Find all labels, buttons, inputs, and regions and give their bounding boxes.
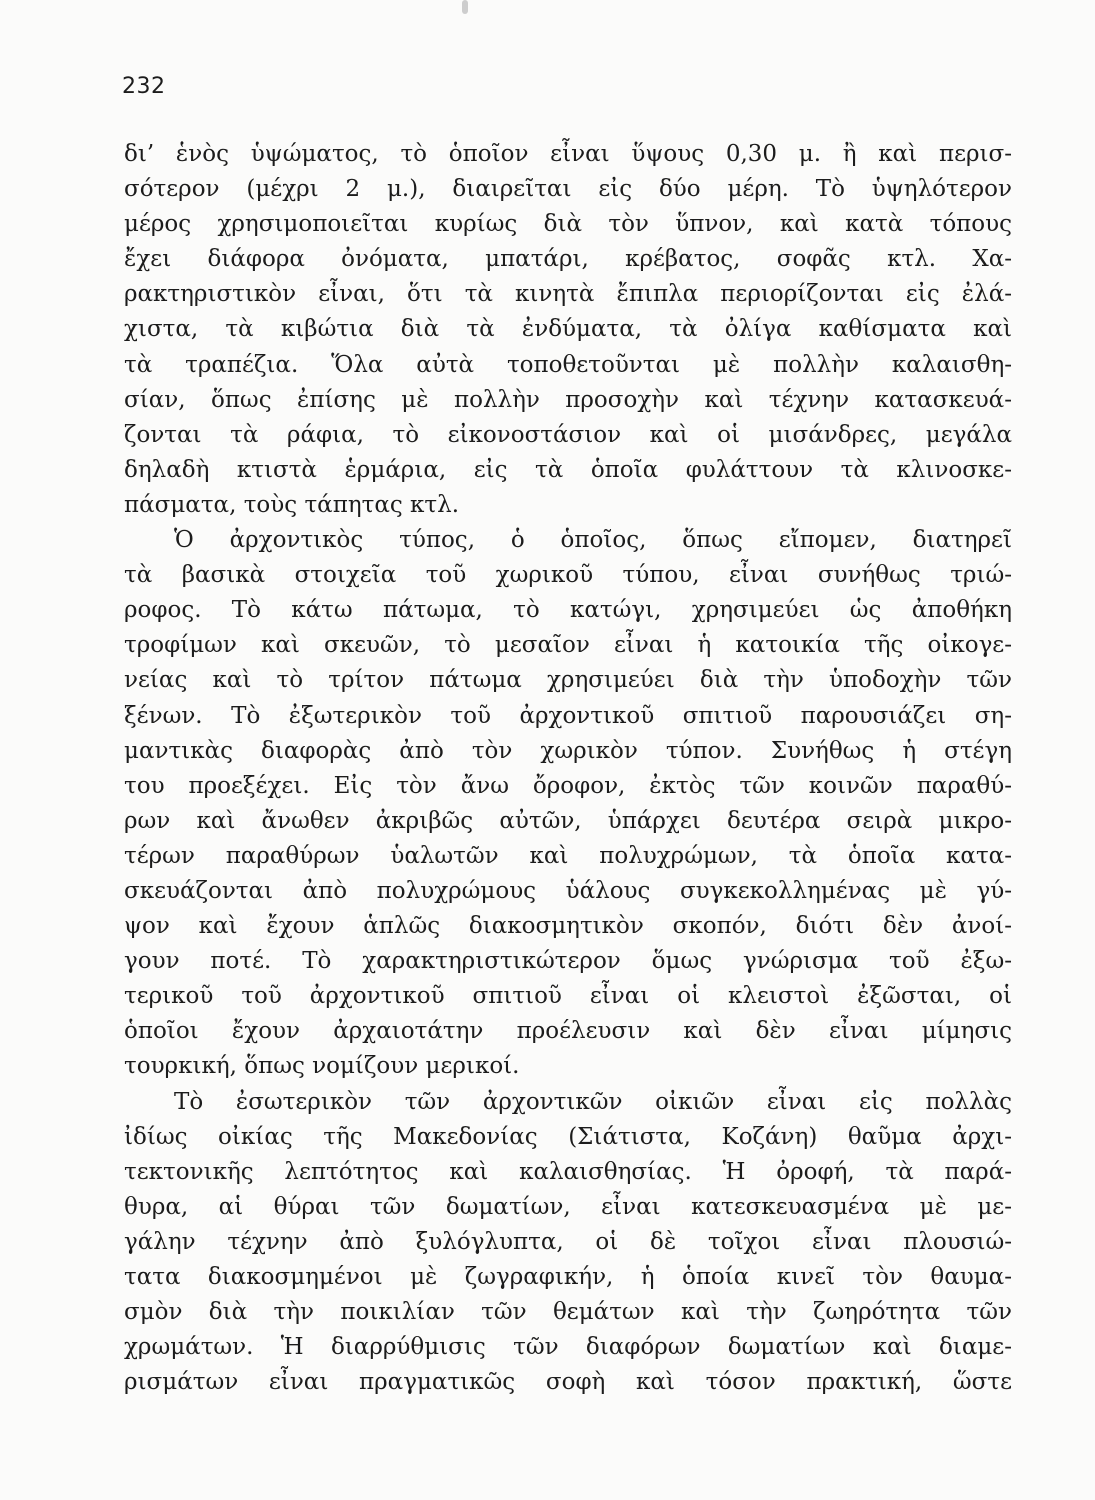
text-line: θυρα, αἱ θύραι τῶν δωματίων, εἶναι κατεσκευασμένα μὲ με- [124, 1193, 1012, 1220]
text-line: δι’ ἑνὸς ὑψώματος, τὸ ὁποῖον εἶναι ὕψους 0,30 μ. ἢ καὶ περισ- [124, 141, 1012, 167]
text-line: ψον καὶ ἔχουν ἁπλῶς διακοσμητικὸν σκοπόν, διότι δὲν ἀνοί- [124, 913, 1012, 940]
text-line: ξένων. Τὸ ἐξωτερικὸν τοῦ ἀρχοντικοῦ σπιτιοῦ παρουσιάζει ση- [124, 702, 1012, 729]
text-line: δηλαδὴ κτιστὰ ἑρμάρια, εἰς τὰ ὁποῖα φυλάττουν τὰ κλινοσκε- [124, 456, 1012, 483]
text-line: τεκτονικῆς λεπτότητος καὶ καλαισθησίας. Ἡ ὀροφή, τὰ παρά- [124, 1158, 1012, 1185]
text-line: ρων καὶ ἄνωθεν ἀκριβῶς αὐτῶν, ὑπάρχει δευτέρα σειρὰ μικρο- [124, 807, 1012, 834]
text-line: σμὸν διὰ τὴν ποικιλίαν τῶν θεμάτων καὶ τὴν ζωηρότητα τῶν [124, 1299, 1012, 1326]
scan-speck [462, 0, 468, 14]
text-line: σίαν, ὅπως ἐπίσης μὲ πολλὴν προσοχὴν καὶ τέχνην κατασκευά- [124, 386, 1012, 413]
text-line: ροφος. Τὸ κάτω πάτωμα, τὸ κατώγι, χρησιμεύει ὡς ἀποθήκη [124, 597, 1012, 624]
text-line: τὰ βασικὰ στοιχεῖα τοῦ χωρικοῦ τύπου, εἶναι συνήθως τριώ- [124, 562, 1012, 589]
text-line: ἔχει διάφορα ὀνόματα, μπατάρι, κρέβατος, σοφᾶς κτλ. Χα- [124, 246, 1012, 273]
text-line: σότερον (μέχρι 2 μ.), διαιρεῖται εἰς δύο μέρη. Τὸ ὑψηλότερον [124, 176, 1012, 203]
text-line: νείας καὶ τὸ τρίτον πάτωμα χρησιμεύει διὰ τὴν ὑποδοχὴν τῶν [124, 667, 1012, 694]
text-line: γάλην τέχνην ἀπὸ ξυλόγλυπτα, οἱ δὲ τοῖχοι εἶναι πλουσιώ- [124, 1228, 1012, 1255]
body-text [124, 137, 1012, 1400]
text-line: χιστα, τὰ κιβώτια διὰ τὰ ἐνδύματα, τὰ ὀλίγα καθίσματα καὶ [124, 316, 1012, 343]
text-line: τροφίμων καὶ σκευῶν, τὸ μεσαῖον εἶναι ἡ κατοικία τῆς οἰκογε- [124, 632, 1012, 659]
text-line: τέρων παραθύρων ὑαλωτῶν καὶ πολυχρώμων, τὰ ὁποῖα κατα- [124, 842, 1012, 869]
text-line: χρωμάτων. Ἡ διαρρύθμισις τῶν διαφόρων δωματίων καὶ διαμε- [124, 1334, 1012, 1361]
text-line: μέρος χρησιμοποιεῖται κυρίως διὰ τὸν ὕπνον, καὶ κατὰ τόπους [124, 211, 1012, 238]
text-line: Τὸ ἐσωτερικὸν τῶν ἀρχοντικῶν οἰκιῶν εἶναι εἰς πολλὰς [174, 1088, 1012, 1115]
text-line: σκευάζονται ἀπὸ πολυχρώμους ὑάλους συγκεκολλημένας μὲ γύ- [124, 877, 1012, 904]
text-line: ρακτηριστικὸν εἶναι, ὅτι τὰ κινητὰ ἔπιπλα περιορίζονται εἰς ἐλά- [124, 281, 1012, 308]
text-line: τὰ τραπέζια. Ὅλα αὐτὰ τοποθετοῦνται μὲ πολλὴν καλαισθη- [124, 351, 1012, 378]
text-line: τερικοῦ τοῦ ἀρχοντικοῦ σπιτιοῦ εἶναι οἱ κλειστοὶ ἐξῶσται, οἱ [124, 983, 1012, 1010]
text-line: μαντικὰς διαφορὰς ἀπὸ τὸν χωρικὸν τύπον. Συνήθως ἡ στέγη [124, 737, 1012, 764]
text-line: ζονται τὰ ράφια, τὸ εἰκονοστάσιον καὶ οἱ μισάνδρες, μεγάλα [124, 421, 1012, 448]
text-line: τατα διακοσμημένοι μὲ ζωγραφικήν, ἡ ὁποία κινεῖ τὸν θαυμα- [124, 1264, 1012, 1290]
text-line: ἰδίως οἰκίας τῆς Μακεδονίας (Σιάτιστα, Κοζάνη) θαῦμα ἀρχι- [124, 1123, 1012, 1150]
text-line: γουν ποτέ. Τὸ χαρακτηριστικώτερον ὅμως γνώρισμα τοῦ ἐξω- [124, 948, 1012, 975]
text-line: ρισμάτων εἶναι πραγματικῶς σοφὴ καὶ τόσον πρακτική, ὥστε [124, 1369, 1012, 1396]
text-line: του προεξέχει. Εἰς τὸν ἄνω ὄροφον, ἐκτὸς τῶν κοινῶν παραθύ- [124, 772, 1012, 799]
text-line: τουρκική, ὅπως νομίζουν μερικοί. [124, 1053, 520, 1080]
text-line: πάσματα, τοὺς τάπητας κτλ. [124, 491, 460, 518]
text-line: Ὁ ἀρχοντικὸς τύπος, ὁ ὁποῖος, ὅπως εἴπομεν, διατηρεῖ [174, 527, 1012, 554]
page-number: 232 [122, 74, 166, 99]
text-line: ὁποῖοι ἔχουν ἀρχαιοτάτην προέλευσιν καὶ δὲν εἶναι μίμησις [124, 1018, 1012, 1045]
